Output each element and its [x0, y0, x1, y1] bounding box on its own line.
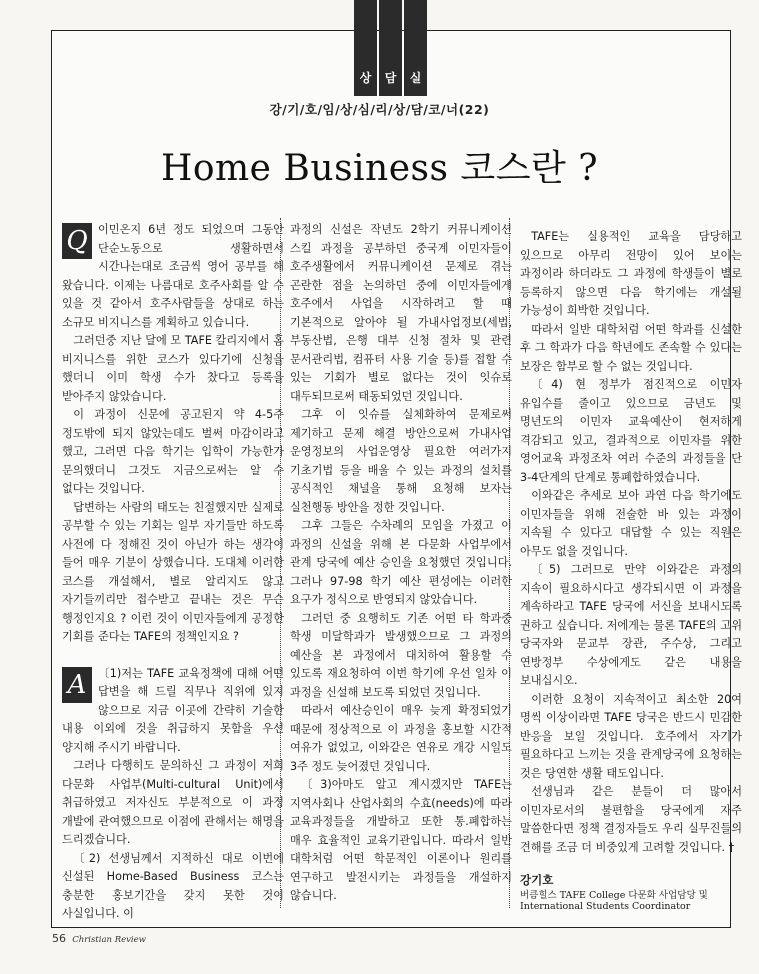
section-tabs	[354, 0, 427, 96]
question-paragraph: 답변하는 사람의 태도는 친절했지만 실제로 공부할 수 있는 기회는 일부 자기들만 하도록 사전에 다 정해진 것이 아닌가 하는 생각이 들어 매우 기분이 상했습니다. 도대체 이러한 코스를 개설해서, 별로 알리지도 않고 자기들끼리만 접수받고 끝내는 것은 무슨 행정인지요 ? 이런 것이 이민자들에게 공정한 기회를 준다는 TAFE의 정책인지요 ?	[62, 500, 284, 643]
column-3	[520, 228, 742, 912]
column-2	[290, 221, 512, 906]
answer-paragraph: 〔4) 현 정부가 점진적으로 이민자 유입수를 줄이고 있으므로 금년도 및 명년도의 이민자 교육예산이 현저하게 격감되고 있고, 결과적으로 이민자를 위한 영어교육 과정조차 여러 수준의 과정들을 단 3-4단계의 단계로 통폐합하였습니다.	[520, 378, 742, 484]
section-tab: 실	[404, 0, 427, 96]
answer-paragraph: 따라서 예산승인이 매우 늦게 확정되었기 때문에 정상적으로 이 과정을 홍보할 시간적 여유가 없었고, 이와같은 연유로 개강 시일도 3주 정도 늦어졌던 것입니다.	[290, 704, 512, 773]
answer-paragraph: 〔2) 선생님께서 지적하신 대로 이번에 신설된 Home-Based Business 코스는 충분한 홍보기간을 갖지 못한 것이 사실입니다. 이	[62, 851, 284, 920]
answer-paragraph: 따라서 일반 대학처럼 어떤 학과를 신설한 후 그 학과가 다음 학년에도 존속할 수 있다는 보장은 함부로 할 수 없는 것입니다.	[520, 322, 742, 373]
author-name: 강기호	[520, 873, 554, 887]
answer-paragraph: A 〔1)저는 TAFE 교육정책에 대해 어떤 답변을 해 드릴 직무나 직위에 있지 않으므로 지금 이곳에 간략히 기술한 내용 이외에 것을 취급하지 못함을 우선 양지해 주시기 바랍니다.	[62, 666, 284, 754]
answer-paragraph: 그러나 다행히도 문의하신 그 과정이 저희 다문화 사업부(Multi-cultural Unit)에서 취급하였고 저자신도 부분적으로 이 과정 개발에 관여했으므로 이점에 관해서는 해명을 드리겠습니다.	[62, 759, 284, 846]
answer-paragraph: 그후 이 잇슈를 실체화하여 문제로써 제기하고 문제 해결 방안으로써 가내사업 운영정보의 사업운영상 필요한 여러가지 기초기법 등을 배울 수 있는 과정의 설치를 공식적인 채널을 통해 요청해 보자는 실천행동 방안을 정한 것입니다.	[290, 408, 512, 514]
answer-paragraph: 그러던 중 요행히도 기존 어떤 타 학과중 학생 미달학과가 발생했으므로 그 과정의 예산을 본 과정에서 대치하여 활용할 수 있도록 재요청하여 이번 학기에 우선 일차 이 과정을 신설해 보도록 되었던 것입니다.	[290, 611, 512, 699]
answer-paragraph: 이러한 요청이 지속적이고 최소한 20여 명씩 이상이라면 TAFE 당국은 반드시 민감한 반응을 보일 것입니다. 호주에서 자기가 필요하다고 느끼는 것을 관계당국에 요청하는 것은 당연한 생활 태도입니다.	[520, 692, 742, 780]
answer-paragraph: 선생님과 같은 분들이 더 많아서 이민자로서의 불편함을 당국에게 자주 말씀한다면 정책 결정자들도 우리 실무진들의 견해를 조금 더 비중있게 고려할 것입니다. †	[520, 785, 742, 854]
section-tab: 담	[379, 0, 402, 96]
section-tab: 상	[354, 0, 377, 96]
answer-paragraph: TAFE는 실용적인 교육을 담당하고 있으므로 아무리 전망이 있어 보이는 과정이라 하더라도 그 과정에 학생들이 별로 등록하지 않으면 다음 학기에는 개설될 가능성이 희박한 것입니다.	[520, 230, 742, 317]
series-label: 강/기/호/임/상/심/리/상/담/코/너(22)	[269, 102, 490, 117]
question-paragraph: 이 과정이 신문에 공고된지 약 4-5주 정도밖에 되지 않았는데도 벌써 마감이라고 했고, 그러면 다음 학기는 입학이 가능한가 문의했더니 그것도 지금으로써는 알 수 없다는 것입니다.	[62, 408, 284, 495]
author-role: International Students Coordinator	[520, 900, 691, 912]
question-paragraph: Q 이민온지 6년 정도 되었으며 그동안 단순노동으로 생활하면서 시간나는대로 조금씩 영어 공부를 해 왔습니다. 이제는 나름대로 호주사회를 알 수 있을 것 같아서 호주사람들을 상대로 하는 소규모 비지니스를 계획하고 있습니다.	[62, 223, 284, 329]
author-role: 버큼힐스 TAFE College 다문화 사업담당 및	[520, 889, 708, 901]
column-1	[62, 221, 284, 924]
q-dropcap-icon: Q	[62, 223, 92, 259]
answer-paragraph: 〔3)아마도 알고 계시겠지만 TAFE는 지역사회나 산업사회의 수효(needs)에 따라 교육과정들을 개발하고 또한 통.폐합하는 매우 효율적인 교육기관입니다. 따라서 일반 대학처럼 어떤 학문적인 이론이나 원리를 연구하고 발전시키는 과정들을 개설하지 않습니다.	[290, 778, 512, 902]
answer-paragraph: 그후 그들은 수차례의 모임을 가졌고 이 과정의 신설을 위해 본 다문화 사업부에서 관계 당국에 예산 승인을 요청했던 것입니다. 그러나 97-98 학기 예산 편성에는 이러한 요구가 정식으로 반영되지 않았습니다.	[290, 519, 512, 606]
a-dropcap-icon: A	[62, 667, 92, 703]
answer-paragraph: 〔5) 그러므로 만약 이와같은 과정의 지속이 필요하시다고 생각되시면 이 과정을 계속하라고 TAFE 당국에 서신을 보내시도록 권하고 싶습니다. 저에게는 물론 TAFE의 고위 당국자와 문교부 장관, 주수상, 그리고 연방정부 수상에게도 같은 내용을 보내십시오.	[520, 563, 742, 687]
answer-paragraph-continued: 과정의 신설은 작년도 2학기 커뮤니케이션 스킬 과정을 공부하던 중국계 이민자들이 호주생활에서 커뮤니케이션 문제로 겪는 곤란한 점을 논의하던 중에 이민자들에게 호주에서 사업을 시작하려고 할 때 기본적으로 알아야 될 가내사업정보(세법, 부동산법, 은행 대부 신청 절차 및 관련 문서관리법, 컴퓨터 사용 기술 등)를 접할 수 있는 기회가 별로 없다는 것이 잇슈로 대두되므로써 태동되었던 것입니다.	[290, 223, 512, 403]
answer-paragraph: 이와같은 추세로 보아 과연 다음 학기에도 이민자들을 위해 전술한 바 있는 과정이 지속될 수 있다고 대답할 수 있는 직원은 아무도 없을 것입니다.	[520, 489, 742, 558]
article-title: Home Business 코스란 ?	[160, 148, 599, 189]
magazine-name: Christian Review	[72, 935, 146, 945]
page-number: 56	[52, 932, 66, 945]
question-paragraph: 그러던중 지난 달에 모 TAFE 칼리지에서 홈 비지니스를 위한 코스가 있다기에 신청을 했더니 이미 학생 수가 찼다고 등록을 받아주지 않았습니다.	[62, 334, 284, 403]
page-footer	[52, 932, 146, 945]
